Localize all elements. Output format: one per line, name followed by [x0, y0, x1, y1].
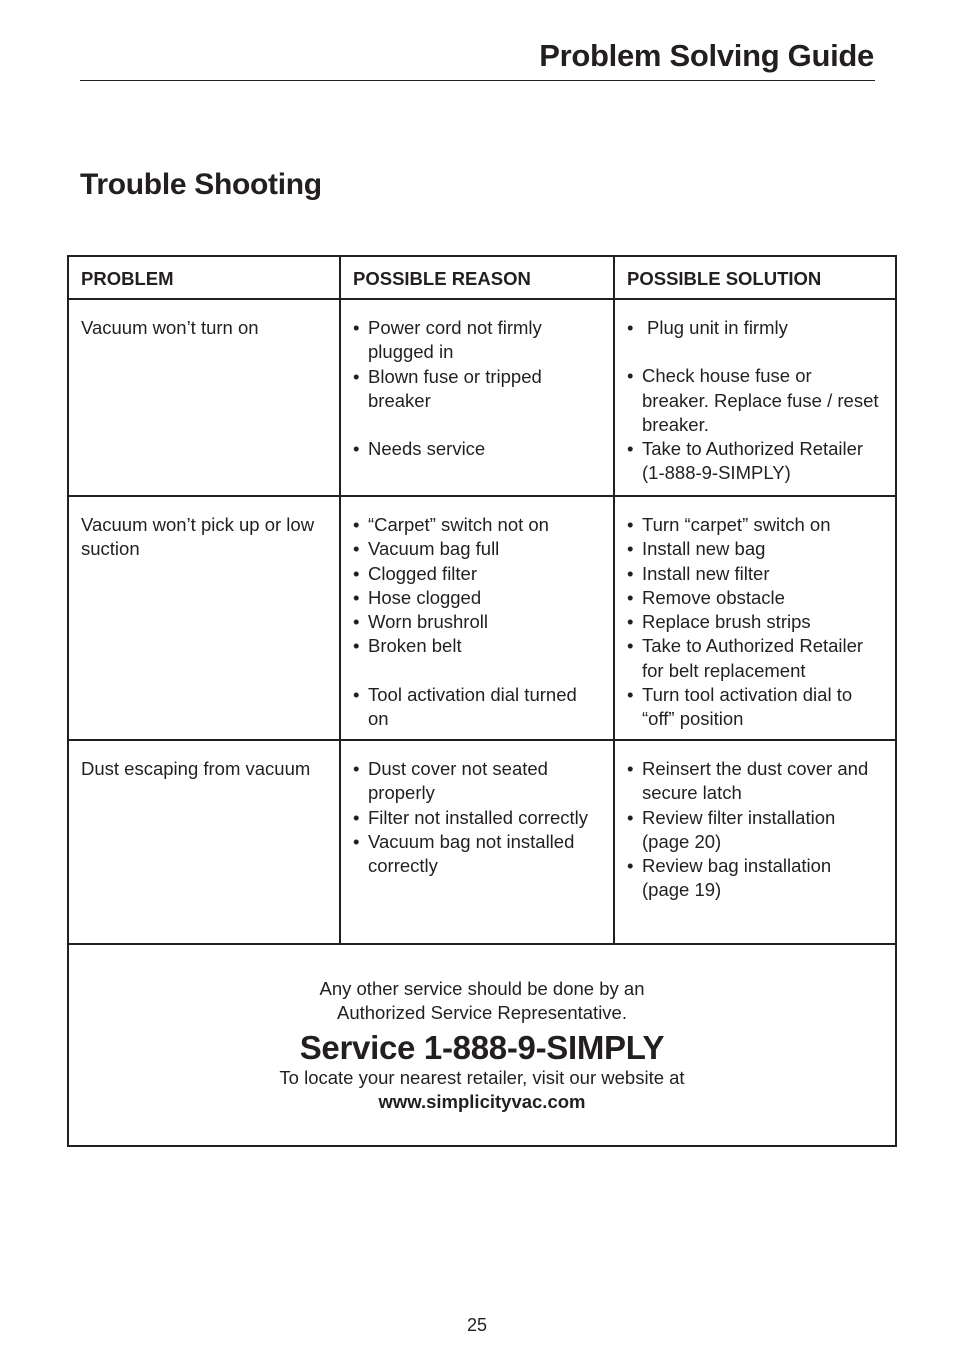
- troubleshooting-table: [67, 255, 897, 1147]
- solution-item: • Turn “carpet” switch on: [627, 513, 883, 537]
- solution-item: • Replace brush strips: [627, 610, 883, 634]
- reason-item: • Hose clogged: [353, 586, 601, 610]
- column-header-solution: POSSIBLE SOLUTION: [627, 268, 822, 289]
- reason-item: • Needs service: [353, 437, 601, 461]
- problem-cell: Vacuum won’t pick up or low suction: [69, 497, 341, 739]
- solution-item: • Review bag installation (page 19): [627, 854, 883, 903]
- reason-cell: [341, 300, 615, 495]
- solution-item: • Take to Authorized Retailer (1-888-9-SIMPLY): [627, 437, 883, 486]
- table-row: [69, 741, 895, 945]
- reason-item: • Blown fuse or tripped breaker: [353, 365, 601, 414]
- solution-item: • Install new bag: [627, 537, 883, 561]
- reason-item: • Vacuum bag not installed correctly: [353, 830, 601, 879]
- page-header-title: Problem Solving Guide: [539, 38, 874, 73]
- solution-cell: [615, 497, 895, 739]
- reason-item: • Dust cover not seated properly: [353, 757, 601, 806]
- reason-item: • Clogged filter: [353, 562, 601, 586]
- website-link[interactable]: www.simplicityvac.com: [378, 1090, 586, 1112]
- solution-item: • Check house fuse or breaker. Replace fuse / reset breaker.: [627, 364, 883, 437]
- solution-item: • Remove obstacle: [627, 586, 883, 610]
- reason-item: • Tool activation dial turned on: [353, 683, 601, 732]
- solution-item: • Turn tool activation dial to “off” position: [627, 683, 883, 732]
- service-note-line2: Authorized Service Representative.: [337, 1002, 627, 1024]
- reason-item: • Vacuum bag full: [353, 537, 601, 561]
- reason-item: • “Carpet” switch not on: [353, 513, 601, 537]
- column-header-problem: PROBLEM: [69, 257, 341, 298]
- service-phone: Service 1-888-9-SIMPLY: [299, 1028, 665, 1066]
- reason-item: • Broken belt: [353, 634, 601, 658]
- locate-retailer-text: To locate your nearest retailer, visit our website at: [279, 1066, 685, 1088]
- solution-cell: [615, 300, 895, 495]
- header-divider: [80, 80, 875, 81]
- problem-cell: Dust escaping from vacuum: [69, 741, 341, 943]
- table-row: [69, 300, 895, 497]
- reason-item: • Filter not installed correctly: [353, 806, 601, 830]
- solution-item: • Review filter installation (page 20): [627, 806, 883, 855]
- service-note-line1: Any other service should be done by an: [319, 978, 645, 999]
- reason-cell: [341, 497, 615, 739]
- page-number: 25: [466, 1315, 488, 1335]
- solution-item: • Reinsert the dust cover and secure latch: [627, 757, 883, 806]
- column-header-reason: POSSIBLE REASON: [341, 257, 615, 298]
- solution-item: • Take to Authorized Retailer for belt replacement: [627, 634, 883, 683]
- table-row: [69, 497, 895, 741]
- section-title: Trouble Shooting: [80, 168, 322, 201]
- problem-cell: Vacuum won’t turn on: [69, 300, 341, 495]
- solution-item: • Plug unit in firmly: [627, 316, 883, 340]
- solution-item: • Install new filter: [627, 562, 883, 586]
- service-info-box: [69, 945, 895, 1145]
- table-header-row: [69, 257, 895, 300]
- reason-cell: [341, 741, 615, 943]
- reason-item: • Worn brushroll: [353, 610, 601, 634]
- reason-item: • Power cord not firmly plugged in: [353, 316, 601, 365]
- solution-cell: [615, 741, 895, 943]
